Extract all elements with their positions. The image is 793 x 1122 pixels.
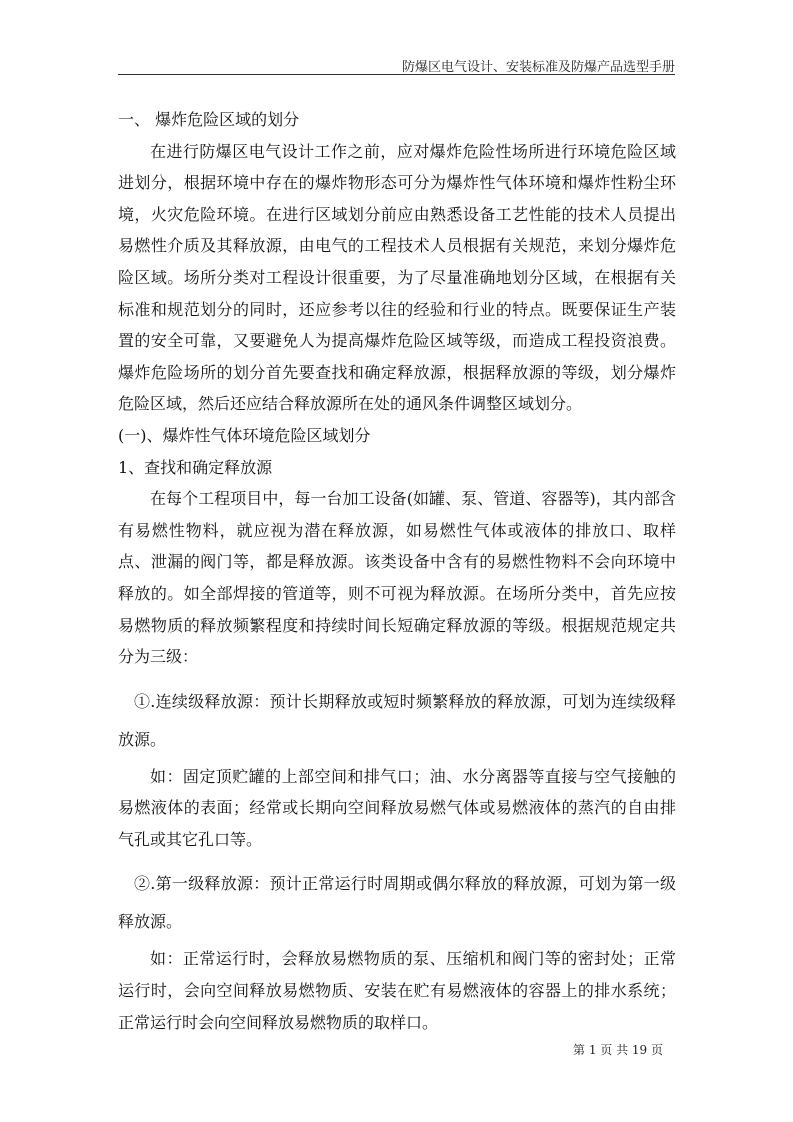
list-item-first-grade: ②.第一级释放源：预计正常运行时周期或偶尔释放的释放源，可划为第一级释放源。 bbox=[118, 874, 676, 932]
section-heading-1: 一、 爆炸危险区域的划分 bbox=[118, 110, 300, 129]
section-heading-3: 1、查找和确定释放源 bbox=[118, 457, 273, 477]
example-continuous: 如：固定顶贮罐的上部空间和排气口；油、水分离器等直接与空气接触的易燃液体的表面；经常或长期向空间释放易燃气体或易燃液体的蒸汽的自由排气孔或其它孔口等。 bbox=[118, 766, 676, 849]
paragraph-intro: 在进行防爆区电气设计工作之前，应对爆炸危险性场所进行环境危险区域进划分，根据环境中存在的爆炸物形态可分为爆炸性气体环境和爆炸性粉尘环境，火灾危险环境。在进行区域划分前应由熟悉设备工艺性能的技术人员提出易燃性介质及其释放源，由电气的工程技术人员根据有关规范，来划分爆炸危险区域。场所分类对工程设计很重要，为了尽量准确地划分区域，在根据有关标准和规范划分的同时，还应参考以往的经验和行业的特点。既要保证生产装置的安全可靠，又要避免人为提高爆炸危险区域等级，而造成工程投资浪费。爆炸危险场所的划分首先要查找和确定释放源，根据释放源的等级，划分爆炸危险区域，然后还应结合释放源所在处的通风条件调整区域划分。 bbox=[118, 141, 676, 414]
running-header: 防爆区电气设计、安装标准及防爆产品选型手册 bbox=[401, 60, 675, 75]
page-body bbox=[118, 104, 676, 1038]
section-heading-2: (一)、爆炸性气体环境危险区域划分 bbox=[118, 425, 371, 445]
page-number: 第 1 页 共 19 页 bbox=[573, 1043, 663, 1057]
list-item-continuous: ①.连续级释放源：预计长期释放或短时频繁释放的释放源，可划为连续级释放源。 bbox=[118, 691, 676, 749]
paragraph-release-sources: 在每个工程项目中，每一台加工设备(如罐、泵、管道、容器等)，其内部含有易燃性物料，就应视为潜在释放源，如易燃性气体或液体的排放口、取样点、泄漏的阀门等，都是释放源。该类设备中含有的易燃性物料不会向环境中释放的。如全部焊接的管道等，则不可视为释放源。在场所分类中，首先应按易燃物质的释放频繁程度和持续时间长短确定释放源的等级。根据规范规定共分为三级： bbox=[118, 489, 676, 667]
header-rule bbox=[118, 74, 675, 75]
example-first-grade: 如：正常运行时，会释放易燃物质的泵、压缩机和阀门等的密封处；正常运行时，会向空间释放易燃物质、安装在贮有易燃液体的容器上的排水系统；正常运行时会向空间释放易燃物质的取样口。 bbox=[118, 949, 676, 1032]
